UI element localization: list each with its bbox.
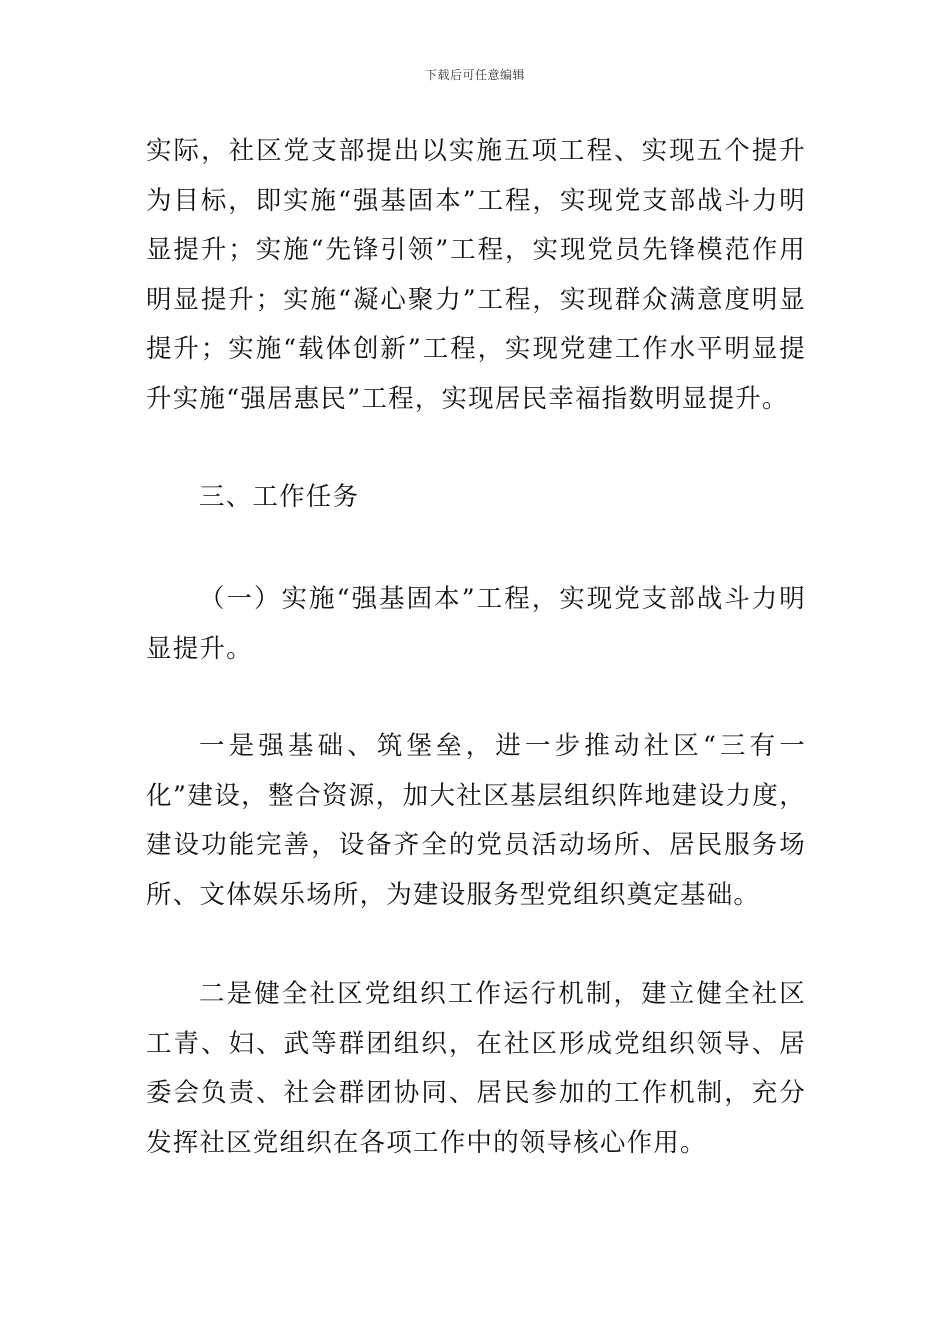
subsection-heading-1: （一）实施“强基固本”工程，实现党支部战斗力明显提升。 — [146, 584, 806, 664]
paragraph-item-2: 二是健全社区党组织工作运行机制，建立健全社区工青、妇、武等群团组织，在社区形成党组织领导、居委会负责、社会群团协同、居民参加的工作机制，充分发挥社区党组织在各项工作中的领导核心作用。 — [146, 979, 806, 1158]
header-note: 下载后可任意编辑 — [424, 68, 525, 82]
section-heading-work-tasks: 三、工作任务 — [199, 482, 360, 512]
paragraph-item-1: 一是强基础、筑堡垒，进一步推动社区“三有一化”建设，整合资源，加大社区基层组织阵地建设力度，建设功能完善，设备齐全的党员活动场所、居民服务场所、文体娱乐场所，为建设服务型党组织奠定基础。 — [146, 731, 806, 910]
paragraph-goals: 实际，社区党支部提出以实施五项工程、实现五个提升为目标，即实施“强基固本”工程，实现党支部战斗力明显提升；实施“先锋引领”工程，实现党员先锋模范作用明显提升；实施“凝心聚力”工程，实现群众满意度明显提升；实施“载体创新”工程，实现党建工作水平明显提升实施“强居惠民”工程，实现居民幸福指数明显提升。 — [146, 136, 806, 414]
